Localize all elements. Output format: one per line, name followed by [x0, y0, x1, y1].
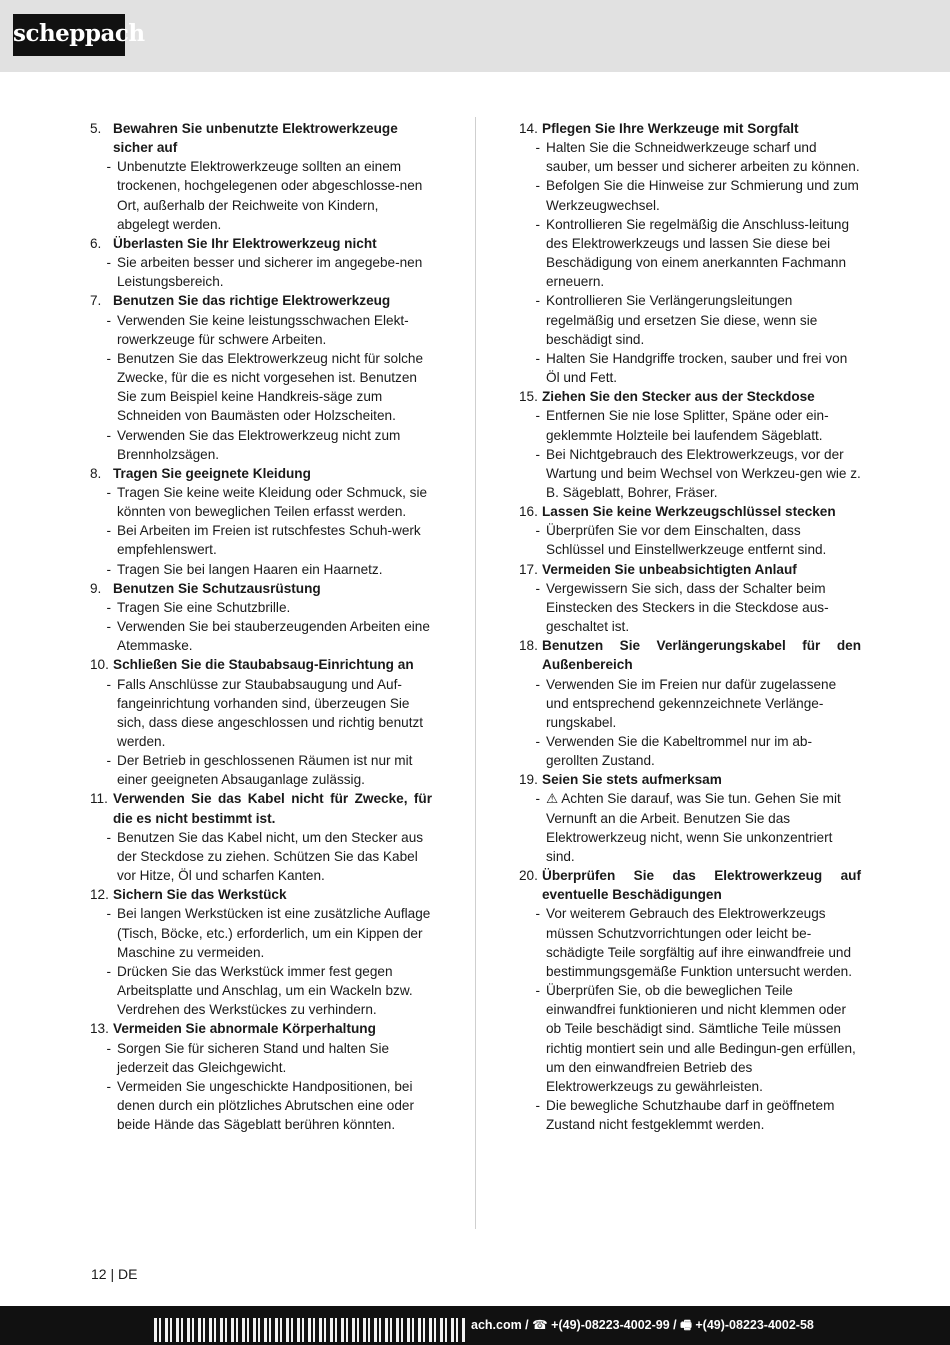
- bullet-item: [90, 617, 432, 655]
- bullet-item: [90, 560, 432, 579]
- dash-marker: -: [535, 293, 540, 309]
- rule-section: [519, 636, 861, 770]
- bullet-text: Unbenutzte Elektrowerkzeuge sollten an einem trockenen, hochgelegenen oder abgeschlosse-nen Ort, außerhalb der Reichweite von Kindern, abgelegt werden.: [117, 159, 423, 232]
- rule-section: [90, 119, 432, 234]
- bullet-item: [519, 732, 861, 770]
- rule-number: 11.: [90, 791, 108, 807]
- rule-section: [90, 464, 432, 579]
- rule-section: [519, 770, 861, 866]
- rule-title: Überprüfen Sie das Elektrowerkzeug auf eventuelle Beschädigungen: [542, 868, 861, 903]
- rule-number: 6.: [90, 235, 102, 251]
- rule-title: Bewahren Sie unbenutzte Elektrowerkzeuge sicher auf: [113, 121, 398, 156]
- rule-number: 7.: [90, 293, 102, 309]
- dash-marker: -: [106, 1040, 111, 1056]
- bullet-text: Verwenden Sie das Elektrowerkzeug nicht zum Brennholzsägen.: [117, 427, 401, 462]
- rule-number: 13.: [90, 1021, 109, 1037]
- rule-heading: [90, 885, 432, 904]
- dash-marker: -: [106, 619, 111, 635]
- rule-heading: [519, 866, 861, 904]
- rule-number: 19.: [519, 772, 538, 788]
- bullet-text: Verwenden Sie im Freien nur dafür zugelassene und entsprechend gekennzeichnete Verlänge-rungskabel.: [546, 676, 837, 730]
- dash-marker: -: [106, 484, 111, 500]
- bullet-text: Benutzen Sie das Kabel nicht, um den Stecker aus der Steckdose zu ziehen. Schützen Sie das Kabel vor Hitze, Öl und scharfen Kanten.: [117, 829, 424, 884]
- dash-marker: -: [535, 734, 540, 749]
- rule-heading: [90, 291, 432, 310]
- rule-title: Verwenden Sie das Kabel nicht für Zwecke, für die es nicht bestimmt ist.: [113, 791, 432, 826]
- rule-number: 12.: [90, 887, 109, 903]
- dash-marker: -: [535, 216, 540, 232]
- rule-title: Sichern Sie das Werkstück: [113, 887, 287, 903]
- dash-marker: -: [535, 1097, 540, 1113]
- dash-marker: -: [535, 791, 540, 807]
- bullet-text: Tragen Sie keine weite Kleidung oder Schmuck, sie könnten von beweglichen Teilen erfasst werden.: [117, 484, 428, 520]
- rule-section: [90, 789, 432, 885]
- bullet-item: [519, 1096, 861, 1134]
- bullet-text: Benutzen Sie das Elektrowerkzeug nicht für solche Zwecke, für die es nicht vorgesehen ist. Benutzen Sie zum Beispiel keine Handkreis-säge zum Schneiden von Baumästen oder Holzscheiten.: [117, 350, 424, 424]
- dash-marker: -: [535, 446, 540, 462]
- bullet-item: [519, 904, 861, 981]
- dash-marker: -: [535, 983, 540, 999]
- rule-heading: [90, 234, 432, 253]
- bullet-text: Vor weiterem Gebrauch des Elektrowerkzeugs müssen Schutzvorrichtungen oder leicht be-schädigte Teile sorgfältig auf ihre einwandfreie und bestimmungsgemäße Funktion untersucht werden.: [546, 906, 853, 979]
- rule-number: 20.: [519, 868, 538, 884]
- dash-marker: -: [106, 159, 111, 175]
- rule-section: [90, 885, 432, 1019]
- dash-marker: -: [106, 906, 111, 922]
- dash-marker: -: [535, 580, 540, 596]
- dash-marker: -: [106, 427, 111, 443]
- bullet-item: [90, 521, 432, 559]
- rule-heading: [90, 119, 432, 157]
- bullet-text: ⚠ Achten Sie darauf, was Sie tun. Gehen Sie mit Vernunft an die Arbeit. Benutzen Sie das Elektrowerkzeug nicht, wenn Sie unkonzentriert sind.: [546, 791, 841, 864]
- right-column: [519, 119, 861, 1134]
- rule-section: [90, 1019, 432, 1134]
- bullet-item: [519, 981, 861, 1096]
- bullet-item: [90, 157, 432, 234]
- bullet-text: Bei langen Werkstücken ist eine zusätzliche Auflage (Tisch, Böcke, etc.) erforderlich, um ein Kippen der Maschine zu vermeiden.: [117, 906, 431, 960]
- rule-number: 9.: [90, 580, 102, 596]
- rule-heading: [519, 387, 861, 406]
- rule-heading: [90, 655, 432, 674]
- rule-section: [519, 387, 861, 502]
- bullet-item: [90, 349, 432, 426]
- dash-marker: -: [535, 676, 540, 692]
- bullet-item: [519, 406, 861, 444]
- dash-marker: -: [535, 178, 540, 194]
- bullet-item: [519, 521, 861, 559]
- bullet-text: Die bewegliche Schutzhaube darf in geöffnetem Zustand nicht festgeklemmt werden.: [546, 1097, 835, 1133]
- bullet-item: [519, 789, 861, 866]
- bullet-text: Sorgen Sie für sicheren Stand und halten Sie jederzeit das Gleichgewicht.: [117, 1040, 390, 1075]
- rule-section: [90, 291, 432, 463]
- bullet-item: [90, 1077, 432, 1134]
- rule-section: [519, 502, 861, 559]
- bullet-text: Verwenden Sie die Kabeltrommel nur im ab-gerollten Zustand.: [546, 734, 812, 769]
- page-number: 12 | DE: [91, 1266, 138, 1282]
- bullet-item: [90, 675, 432, 752]
- dash-marker: -: [106, 561, 111, 577]
- bullet-text: Bei Nichtgebrauch des Elektrowerkzeugs, vor der Wartung und beim Wechsel von Werkzeu-gen wie z. B. Sägeblatt, Bohrer, Fräser.: [546, 446, 861, 500]
- rule-number: 8.: [90, 465, 102, 481]
- bullet-text: Befolgen Sie die Hinweise zur Schmierung und zum Werkzeugwechsel.: [546, 178, 859, 213]
- bullet-item: [90, 483, 432, 521]
- bullet-text: Tragen Sie eine Schutzbrille.: [117, 599, 291, 615]
- rule-section: [519, 119, 861, 387]
- rule-title: Seien Sie stets aufmerksam: [542, 772, 722, 788]
- rule-title: Schließen Sie die Staubabsaug-Einrichtung an: [113, 657, 414, 673]
- rule-number: 14.: [519, 121, 538, 136]
- dash-marker: -: [106, 599, 111, 615]
- bullet-item: [519, 176, 861, 214]
- rule-title: Vermeiden Sie unbeabsichtigten Anlauf: [542, 561, 797, 577]
- bullet-item: [519, 349, 861, 387]
- bullet-item: [90, 253, 432, 291]
- bullet-text: Halten Sie die Schneidwerkzeuge scharf und sauber, um besser und sicherer arbeiten zu können.: [546, 140, 860, 175]
- bullet-text: Halten Sie Handgriffe trocken, sauber und frei von Öl und Fett.: [546, 350, 848, 386]
- bullet-text: Vermeiden Sie ungeschickte Handpositionen, bei denen durch ein plötzliches Abrutschen eine oder beide Hände das Sägeblatt berühren könnten.: [117, 1078, 414, 1133]
- bullet-item: [519, 215, 861, 292]
- rule-section: [519, 866, 861, 1134]
- bullet-text: Der Betrieb in geschlossenen Räumen ist nur mit einer geeigneten Absauganlage zulässig.: [117, 753, 413, 788]
- brand-logo: scheppach: [13, 14, 125, 56]
- bullet-item: [90, 598, 432, 617]
- rule-heading: [519, 502, 861, 521]
- rule-number: 16.: [519, 504, 538, 520]
- dash-marker: -: [106, 312, 111, 328]
- rule-number: 5.: [90, 121, 102, 136]
- bullet-item: [90, 828, 432, 885]
- rule-heading: [519, 770, 861, 789]
- rule-title: Pflegen Sie Ihre Werkzeuge mit Sorgfalt: [542, 121, 799, 136]
- bullet-item: [90, 904, 432, 961]
- dash-marker: -: [535, 523, 540, 539]
- rule-title: Benutzen Sie Schutzausrüstung: [113, 580, 321, 596]
- bullet-item: [519, 579, 861, 636]
- rule-section: [519, 560, 861, 637]
- bullet-item: [90, 426, 432, 464]
- dash-marker: -: [106, 350, 111, 366]
- footer-bar: [0, 1306, 950, 1345]
- rule-title: Ziehen Sie den Stecker aus der Steckdose: [542, 389, 815, 405]
- bullet-text: Falls Anschlüsse zur Staubabsaugung und Auf-fangeinrichtung vorhanden sind, überzeugen Sie sich, dass diese angeschlossen und richtig benutzt werden.: [117, 676, 424, 749]
- bullet-item: [519, 291, 861, 348]
- rule-heading: [519, 560, 861, 579]
- bullet-item: [90, 311, 432, 349]
- rule-heading: [90, 579, 432, 598]
- bullet-text: Vergewissern Sie sich, dass der Schalter beim Einstecken des Steckers in die Steckdose aus-geschaltet ist.: [546, 580, 829, 635]
- rule-section: [90, 234, 432, 291]
- footer-contact: ach.com / ☎ +(49)-08223-4002-99 / 🖷 +(49)-08223-4002-58: [471, 1318, 814, 1332]
- bullet-text: Kontrollieren Sie Verlängerungsleitungen regelmäßig und ersetzen Sie diese, wenn sie beschädigt sind.: [546, 293, 818, 347]
- bullet-item: [90, 751, 432, 789]
- rule-section: [90, 579, 432, 656]
- bullet-text: Verwenden Sie keine leistungsschwachen Elekt-rowerkzeuge für schwere Arbeiten.: [117, 312, 409, 347]
- bullet-text: Sie arbeiten besser und sicherer im angegebe-nen Leistungsbereich.: [117, 255, 423, 290]
- dash-marker: -: [106, 753, 111, 769]
- bullet-text: Entfernen Sie nie lose Splitter, Späne oder ein-geklemmte Holzteile bei laufendem Sägeblatt.: [546, 408, 829, 443]
- dash-marker: -: [106, 255, 111, 271]
- dash-marker: -: [106, 1078, 111, 1094]
- dash-marker: -: [535, 140, 540, 156]
- column-divider: [475, 117, 476, 1229]
- dash-marker: -: [106, 676, 111, 692]
- rule-title: Lassen Sie keine Werkzeugschlüssel stecken: [542, 504, 836, 520]
- left-column: [90, 119, 432, 1134]
- rule-number: 18.: [519, 638, 538, 654]
- bullet-text: Überprüfen Sie, ob die beweglichen Teile einwandfrei funktionieren und nicht klemmen oder ob Teile beschädigt sind. Sämtliche Teile müssen richtig montiert sein und alle Bedingun-gen erfüllen, um den einwandfreien Betrieb des Elektrowerkzeugs zu gewährleisten.: [546, 983, 856, 1094]
- dash-marker: -: [106, 523, 111, 539]
- dash-marker: -: [535, 350, 540, 366]
- bullet-text: Bei Arbeiten im Freien ist rutschfestes Schuh-werk empfehlenswert.: [117, 523, 421, 558]
- bullet-item: [519, 445, 861, 502]
- rule-number: 15.: [519, 389, 538, 405]
- bullet-text: Kontrollieren Sie regelmäßig die Anschluss-leitung des Elektrowerkzeugs und lassen Sie diese bei Beschädigung von einem anerkannten Fachmann erneuern.: [546, 216, 849, 290]
- dash-marker: -: [106, 963, 111, 979]
- bullet-text: Drücken Sie das Werkstück immer fest gegen Arbeitsplatte und Anschlag, um ein Wackeln bzw. Verdrehen des Werkstückes zu verhindern.: [117, 963, 413, 1018]
- dash-marker: -: [535, 408, 540, 424]
- bullet-text: Verwenden Sie bei stauberzeugenden Arbeiten eine Atemmaske.: [117, 619, 430, 654]
- rule-title: Benutzen Sie das richtige Elektrowerkzeug: [113, 293, 391, 309]
- bullet-item: [90, 1039, 432, 1077]
- rule-number: 17.: [519, 561, 538, 577]
- rule-title: Benutzen Sie Verlängerungskabel für den Außenbereich: [542, 638, 861, 673]
- dash-marker: -: [535, 906, 540, 922]
- bullet-item: [90, 962, 432, 1019]
- rule-title: Vermeiden Sie abnormale Körperhaltung: [113, 1021, 376, 1037]
- rule-section: [90, 655, 432, 789]
- dash-marker: -: [106, 829, 111, 845]
- rule-number: 10.: [90, 657, 109, 673]
- rule-title: Tragen Sie geeignete Kleidung: [113, 465, 311, 481]
- bullet-item: [519, 675, 861, 732]
- rule-heading: [90, 789, 432, 827]
- rule-title: Überlasten Sie Ihr Elektrowerkzeug nicht: [113, 235, 377, 251]
- rule-heading: [90, 1019, 432, 1038]
- rule-heading: [519, 119, 861, 138]
- header-band: [0, 0, 950, 72]
- bullet-text: Tragen Sie bei langen Haaren ein Haarnetz.: [117, 561, 383, 577]
- bullet-item: [519, 138, 861, 176]
- rule-heading: [90, 464, 432, 483]
- rule-heading: [519, 636, 861, 674]
- bullet-text: Überprüfen Sie vor dem Einschalten, dass Schlüssel und Einstellwerkzeuge entfernt sind.: [546, 523, 827, 558]
